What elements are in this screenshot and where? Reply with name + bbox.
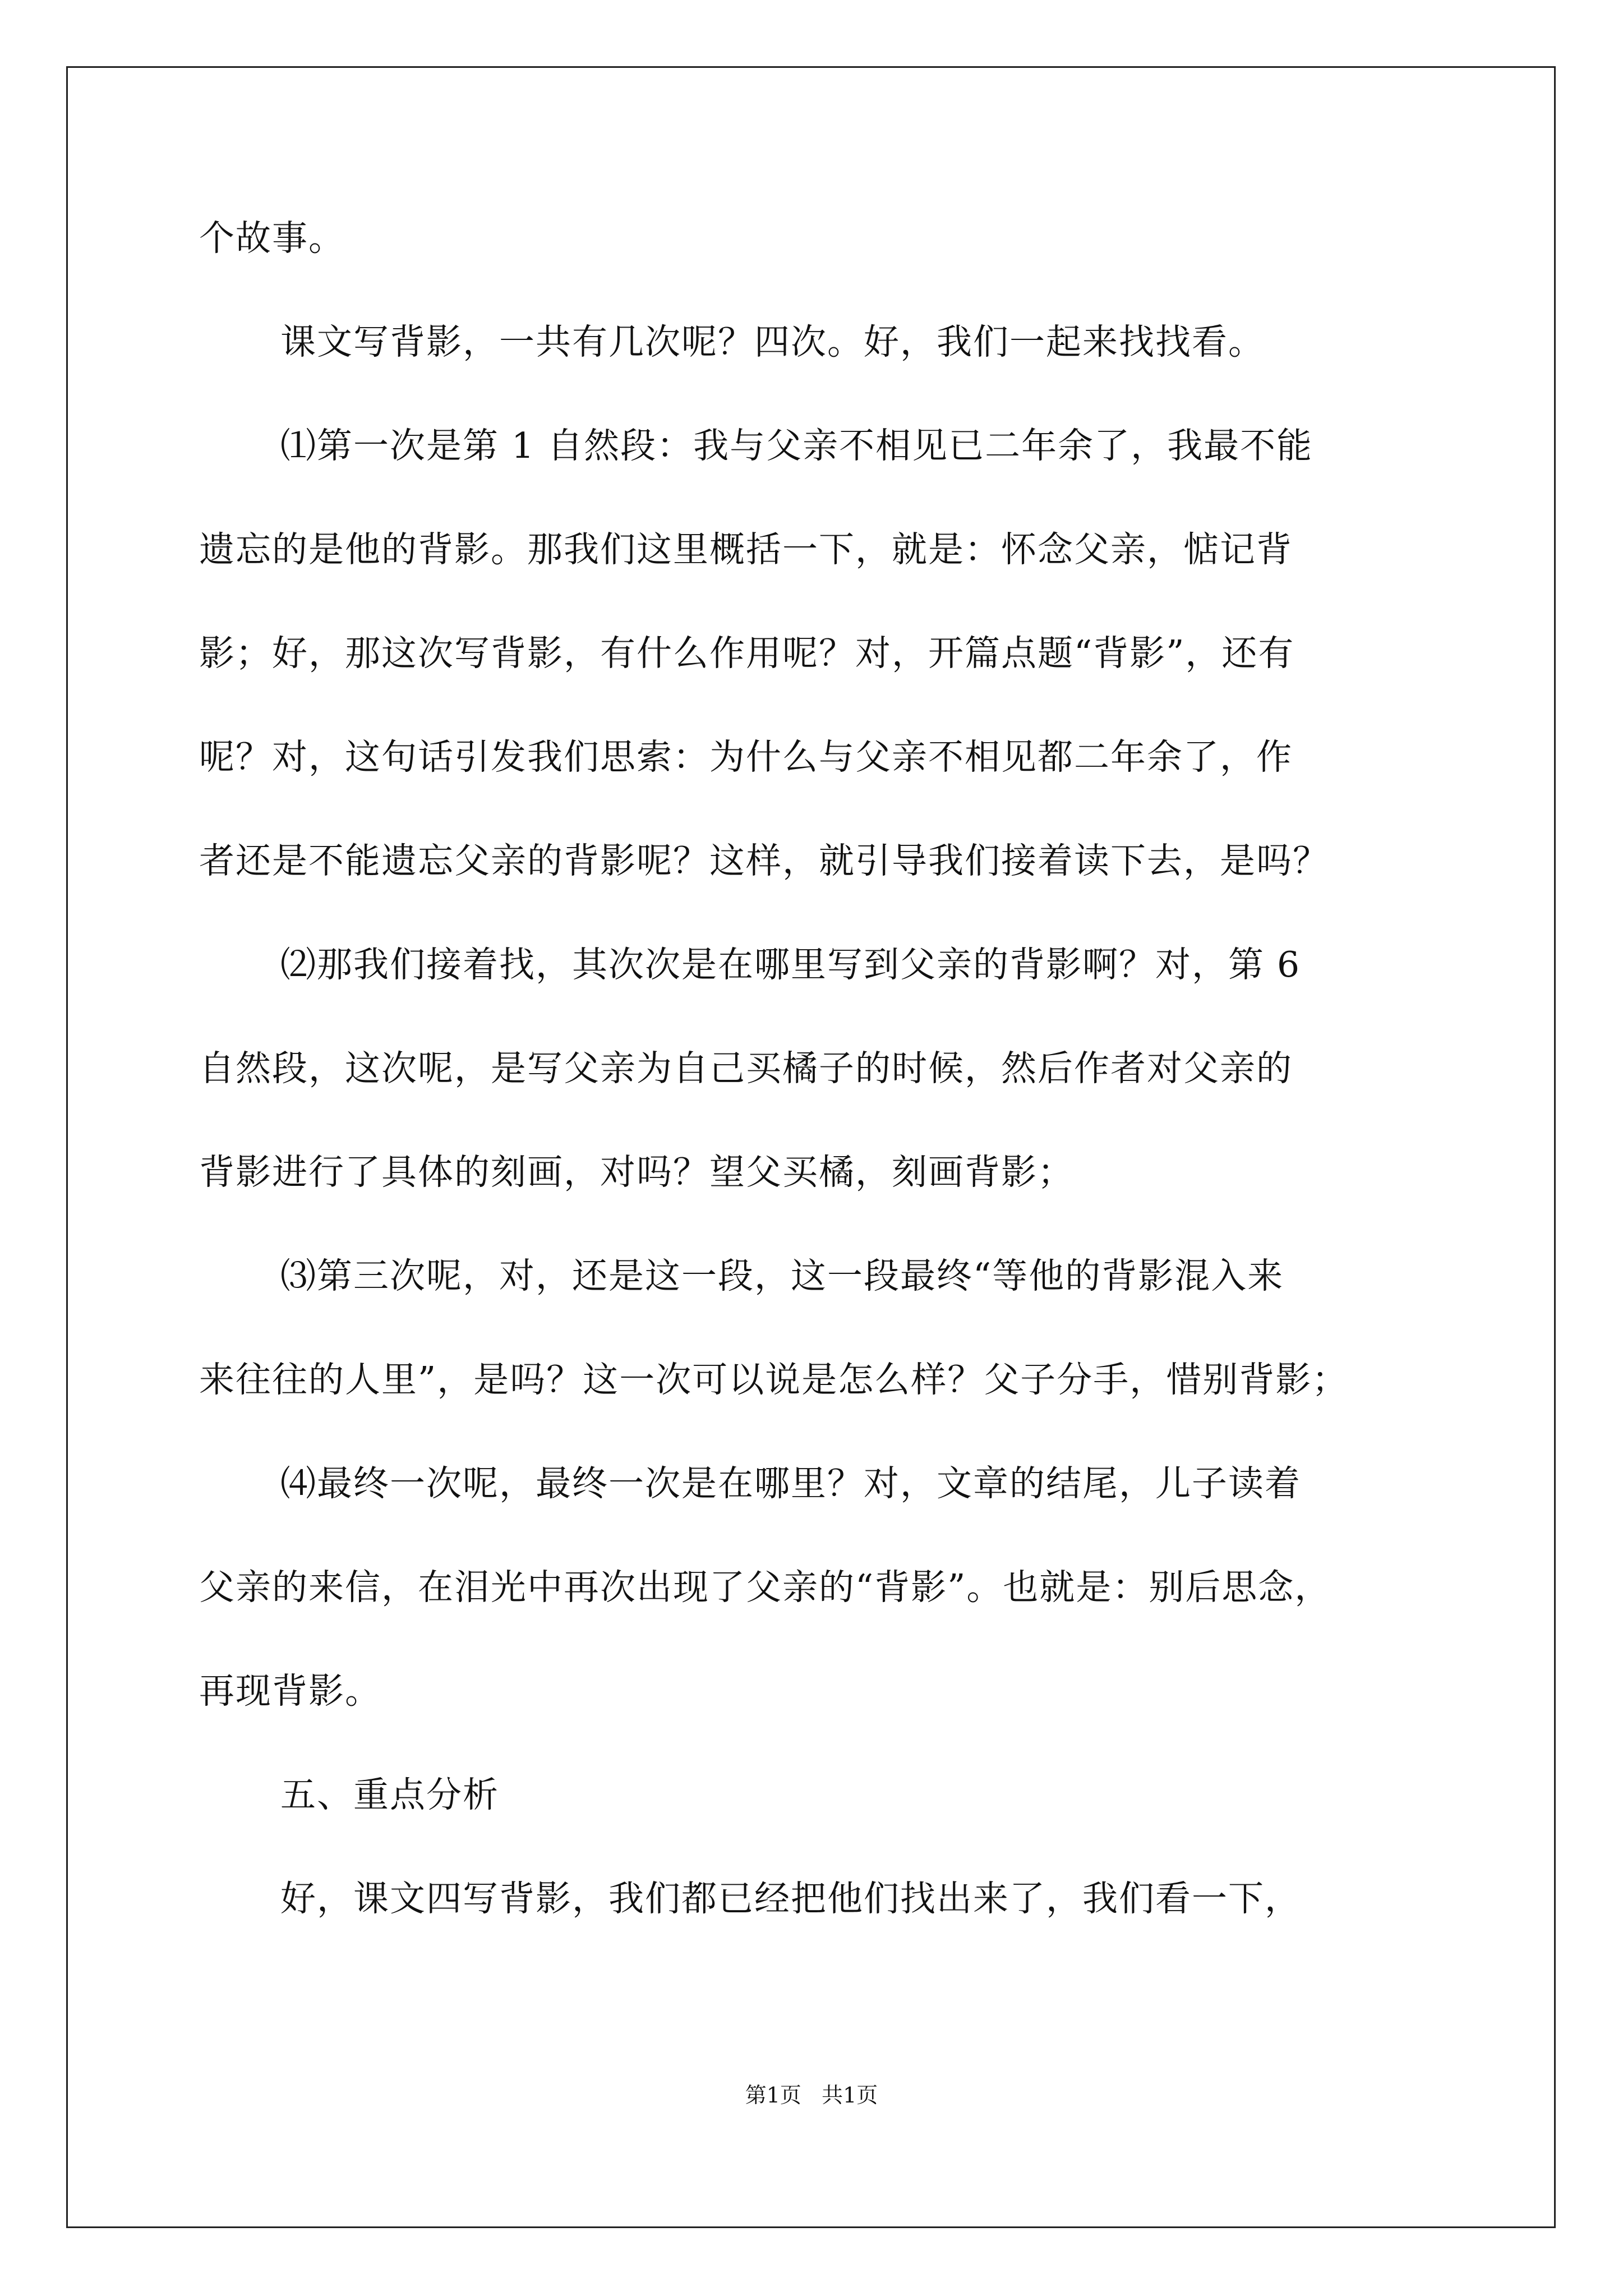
paragraph-line: ⑷最终一次呢，最终一次是在哪里？对，文章的结尾，儿子读着 <box>280 1463 1301 1504</box>
paragraph-line: 来往往的人里”，是吗？这一次可以说是怎么样？父子分手，惜别背影； <box>199 1359 1349 1400</box>
paragraph-line: 课文写背影，一共有几次呢？四次。好，我们一起来找找看。 <box>280 321 1265 362</box>
paragraph-line: 背影进行了具体的刻画，对吗？望父买橘，刻画背影； <box>199 1152 1074 1193</box>
paragraph-line: 父亲的来信，在泪光中再次出现了父亲的“背影”。也就是：别后思念， <box>199 1567 1331 1608</box>
paragraph-line: 者还是不能遗忘父亲的背影呢？这样，就引导我们接着读下去，是吗？ <box>199 840 1329 881</box>
page-footer: 第1页 共1页 <box>745 2083 878 2108</box>
paragraph-line: 再现背影。 <box>199 1671 381 1711</box>
paragraph-line: 个故事。 <box>199 218 345 259</box>
paragraph-line: ⑴第一次是第 1 自然段：我与父亲不相见已二年余了，我最不能 <box>280 425 1313 466</box>
paragraph-line: 好，课文四写背影，我们都已经把他们找出来了，我们看一下， <box>280 1878 1301 1919</box>
paragraph-line: 遗忘的是他的背影。那我们这里概括一下，就是：怀念父亲，惦记背 <box>199 529 1293 570</box>
paragraph-line: 影；好，那这次写背影，有什么作用呢？对，开篇点题“背影”，还有 <box>199 633 1295 674</box>
paragraph-line: 呢？对，这句话引发我们思索：为什么与父亲不相见都二年余了，作 <box>199 737 1293 777</box>
section-heading: 五、重点分析 <box>280 1774 499 1815</box>
paragraph-line: ⑵那我们接着找，其次次是在哪里写到父亲的背影啊？对，第 6 <box>280 944 1301 985</box>
paragraph-line: ⑶第三次呢，对，还是这一段，这一段最终“等他的背影混入来 <box>280 1255 1284 1296</box>
paragraph-line: 自然段，这次呢，是写父亲为自己买橘子的时候，然后作者对父亲的 <box>199 1048 1293 1089</box>
